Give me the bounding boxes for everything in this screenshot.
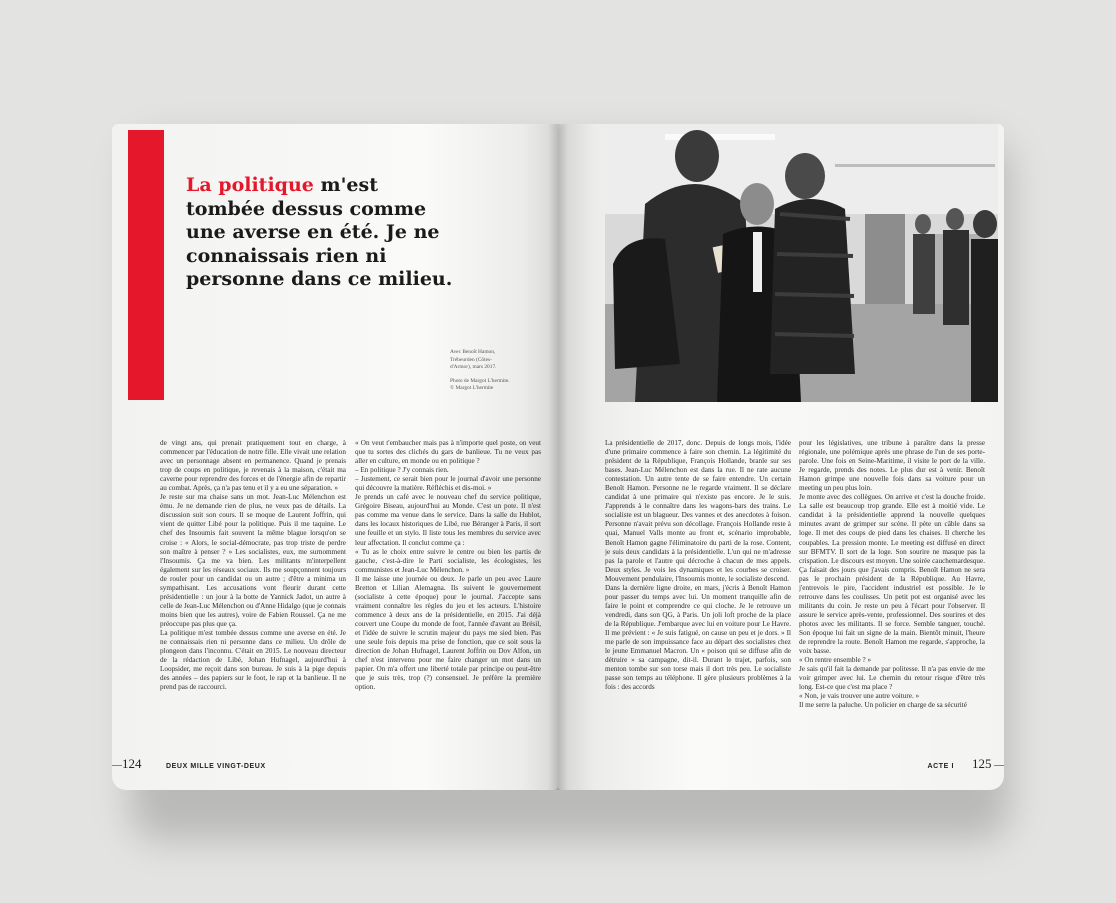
photo-black-white-people [605, 124, 998, 402]
paragraph: « On rentre ensemble ? » [799, 656, 872, 665]
paragraph: pour les législatives, une tribune à paraître dans la presse régionale, une polémique après une phrase de l'un de ses porte-parole. Une fois en Seine-Maritime, il visite le port de la ville. Je regarde, prends des notes. Le plus dur est à venir. Benoît Hamon grimpe une nouvelle fois dans sa voiture pour un meeting un peu plus loin. [799, 439, 985, 493]
page-number: 124 [122, 756, 142, 771]
paragraph: Dans la dernière ligne droite, en mars, j'écris à Benoît Hamon pour passer du temps avec lui. Un moment tranquille afin de faire le point et comprendre ce qui cloche. Je le retrouve un vendredi, dans son QG, à Paris. Un joli loft proche de la place de la République. J'embarque avec lui en voiture pour Le Havre. Il me prévient : « Je suis fatigué, on cause un peu et je dors. » Il me parle de son impuissance face au départ des socialistes chez le jeune Emmanuel Macron. Un « poison qui se diffuse afin de détruire » sa campagne, dit-il. Durant le trajet, parfois, son menton tombe sur son torse mais il dort très peu. Le socialiste passe son temps au téléphone. Il gère plusieurs problèmes à la fois : des accords [605, 583, 791, 692]
paragraph: « Non, je vais trouver une autre voiture. » [799, 692, 920, 701]
text-column-1 [160, 439, 346, 751]
paragraph: Il me laisse une journée ou deux. Je parle un peu avec Laure Bretton et Lilian Alemagna. Ils suivent le gouvernement (socialiste à cette époque) pour le journal. J'accepte sans vraiment connaître les règles du jeu et les acteurs. L'histoire commence à deux ans de la présidentielle, en 2015. J'ai déjà couvert une Coupe du monde de foot, l'année d'avant au Brésil, et l'idée de suivre le scrutin majeur du pays me sied bien. Pas une seule fois depuis ma prise de fonction, que ce soit sous la direction de Johan Hufnagel, Laurent Joffrin ou Dov Alfon, un chef n'est intervenu pour me faire changer un mot dans un papier. On m'a offert une liberté totale par principe ou peut-être que je suis très, trop (?) consensuel. Je préfère la première option. [355, 574, 541, 692]
caption-line: Avec Benoît Hamon, [450, 349, 496, 355]
right-footer [927, 756, 1004, 772]
paragraph: « On veut t'embaucher mais pas à n'importe quel poste, on veut que tu sortes des clichés du gars de banlieue. Tu ne veux pas aller en culture, en monde ou en politique ? [355, 439, 541, 466]
left-footer [112, 756, 266, 772]
paragraph: Je prends un café avec le nouveau chef du service politique, Grégoire Biseau, aujourd'hui au Monde. C'est un pote. Il n'est pas comme ma venue dans le service. Dans la salle du Hublot, dans les locaux historiques de Libé, rue Béranger à Paris, il sort une feuille et un stylo. Il liste tous les membres du service avec leur affectation. Il conclut comme ça : [355, 493, 541, 547]
left-page [112, 124, 558, 790]
paragraph: Il me serre la paluche. Un policier en charge de sa sécurité [799, 701, 967, 710]
paragraph: – En politique ? J'y connais rien. [355, 466, 449, 475]
pull-quote [186, 174, 456, 292]
red-accent-bar [128, 130, 164, 400]
paragraph: – Justement, ce serait bien pour le journal d'avoir une personne qui découvre la matière. Réfléchis et dis-moi. » [355, 475, 541, 493]
paragraph: Je monte avec des collègues. On arrive et c'est la douche froide. La salle est beaucoup trop grande. Elle est à moitié vide. Le candidat à la présidentielle apprend la nouvelle quelques minutes avant de grimper sur scène. Il pète un câble dans sa loge. Il met des coups de pied dans les chaises. Il cherche les coupables. La pression monte. Le meeting est diffusé en direct sur BFMTV. Il sort de la loge. Son sourire ne masque pas la crispation. Le discours est moyen. Une soirée cauchemardesque. Ça faisait des jours que j'avais compris. Benoît Hamon ne sera pas le prochain président de la République. Au Havre, j'entrevois le pire, l'accident industriel est possible. Je le retrouve dans les coulisses. Un petit pot est organisé avec les militants du coin. Je reste un peu à l'écart pour l'observer. Il assure le service après-vente, professionnel. Des sourires et des photos avec les militants. Il se force. Semble tanguer, touché. Son époque lui fait un signe de la main. Bientôt minuit, l'heure de reprendre la route. Benoît Hamon me regarde, s'approche, la voix basse. [799, 493, 985, 656]
paragraph: La politique m'est tombée dessus comme une averse en été. Je ne connaissais rien ni personne dans ce milieu. Un drôle de plongeon dans l'inconnu. C'était en 2015. Le nouveau directeur de la rédaction de Libé, Johan Hufnagel, aujourd'hui à Loopsider, me reçoit dans son bureau. Je suis à la pige depuis des années – des papiers sur le foot, le rap et la banlieue. Il ne prend pas de raccourci. [160, 628, 346, 692]
paragraph: « Tu as le choix entre suivre le centre ou bien les partis de gauche, c'est-à-dire le Parti socialiste, les écologistes, les communistes et Jean-Luc Mélenchon. » [355, 547, 541, 574]
running-head: ACTE I [927, 763, 954, 770]
pull-quote-text: m'est tombée dessus comme une averse en été. Je ne connaissais rien ni personne dans ce milieu. [186, 174, 453, 290]
paragraph: Je reste sur ma chaise sans un mot. Jean-Luc Mélenchon est ému. Je ne demande rien de plus, ne veux pas de détails. La discussion suit son cours. Il se moque de Laurent Joffrin, qui vient de quitter Libé pour la politique. Puis il me taquine. Le chef des Insoumis fait souvent la même blague lorsqu'on se croise : « Alors, le social-démocrate, pas trop triste de perdre son maître à penser ? » Les socialistes, eux, me surnomment l'Insoumis. Ça me va bien. Les militants m'interpellent également sur les réseaux sociaux. Ils me soupçonnent toujours de rouler pour un candidat ou un autre ; d'être a minima un sympathisant. Les accusations vont fleurir durant cette présidentielle : un jour à la botte de Yannick Jadot, un autre à celle de Jean-Luc Mélenchon ou d'Anne Hidalgo (que je connais moins bien que les autres), voire de Fabien Roussel. Ça ne me préoccupe pas plus que ça. [160, 493, 346, 628]
text-column-2 [355, 439, 541, 751]
paragraph: La présidentielle de 2017, donc. Depuis de longs mois, l'idée d'une primaire commence à faire son chemin. La légitimité du président de la République, François Hollande, branle sur ses bases. Jean-Luc Mélenchon est dans la rue. Il ne rate aucune contestation. Un autre tente de se faire entendre. Un certain Benoît Hamon. Personne ne le regarde vraiment. Il se déclare candidat à une primaire qui n'existe pas encore. Je le suis. J'apprends à le connaître dans les wagons-bars des trains. Le socialiste est un blagueur. Des vannes et des anecdotes à foison. Personne n'avait prévu son décollage. François Hollande reste à quai, Manuel Valls monte au front et, scénario improbable, Benoît Hamon gagne l'éliminatoire du parti de la rose. Content, je suis deux candidats à la présidentielle. L'un qui ne m'adresse pas la parole et l'autre qui décroche à chacun de mes appels. Deux styles. Je vois les dynamiques et les courbes se croiser. Mouvement pendulaire, l'Insoumis monte, le socialiste descend. [605, 439, 791, 583]
text-column-3 [605, 439, 791, 751]
caption-line: d'Armor), mars 2017. [450, 364, 497, 371]
page-number: 125 [972, 756, 992, 771]
footer-dash: — [991, 760, 1004, 771]
running-head: DEUX MILLE VINGT-DEUX [166, 763, 266, 770]
paragraph: de vingt ans, qui prenait pratiquement tout en charge, à commencer par l'éducation de notre fille. Elle vivait une relation avec un personnage absent en permanence. Quand je prenais trop de coups en politique, je revenais à la maison, c'était ma caverne pour reprendre des forces et de l'énergie afin de repartir au combat. Après, ça n'a pas tenu et il y a eu une séparation. » [160, 439, 346, 493]
paragraph: Je sais qu'il fait la demande par politesse. Il n'a pas envie de me voir grimper avec lui. Le chemin du retour risque d'être très long. Est-ce que c'est ma place ? [799, 665, 985, 692]
photo-caption [450, 349, 532, 393]
credit-line: Photo de Margot L'hermite. [450, 377, 510, 384]
text-column-4 [799, 439, 985, 751]
pull-quote-highlight: La politique [186, 174, 314, 196]
right-page [558, 124, 1004, 790]
book-spine-shadow [548, 124, 568, 790]
credit-line: © Margot L'hermite [450, 385, 494, 392]
photo [605, 124, 998, 402]
footer-dash: — [112, 760, 122, 771]
caption-line: Trébeurden (Côtes- [450, 356, 492, 363]
photo-credit [450, 378, 532, 393]
